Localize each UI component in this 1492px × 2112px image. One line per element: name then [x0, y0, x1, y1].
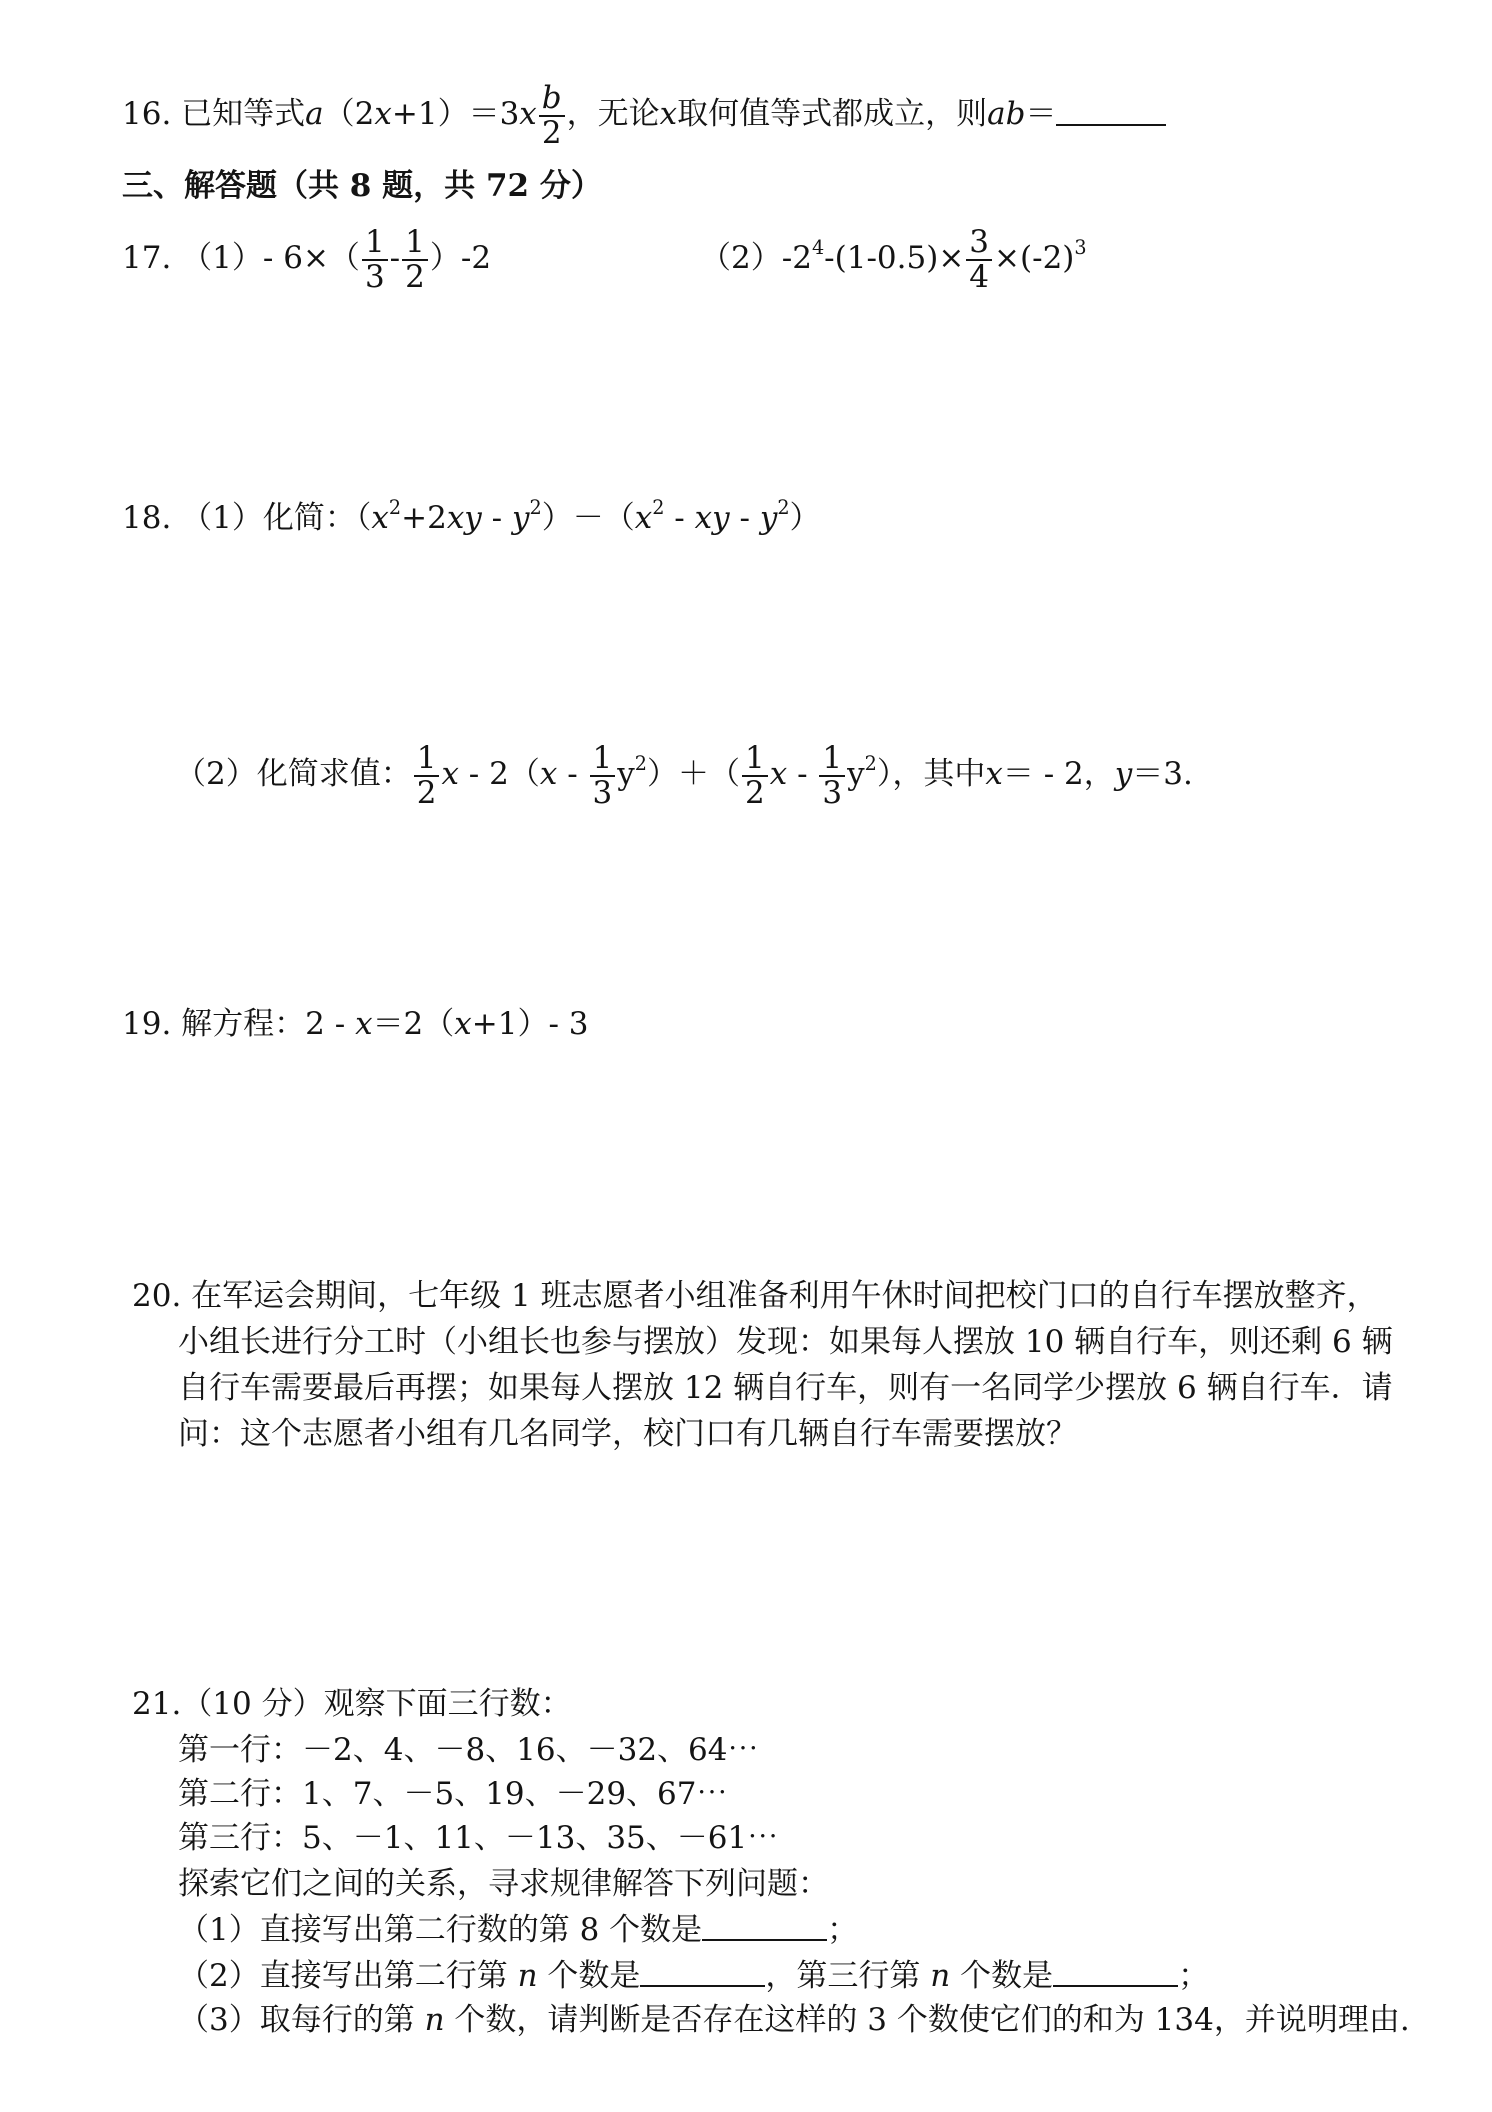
sequence-row-2: 第二行：1、7、－5、19、－29、67⋯	[178, 1776, 728, 1812]
answer-blank[interactable]	[1056, 94, 1166, 125]
fraction: $\frac{1}{3}$	[819, 742, 845, 809]
question-16: 16. 已知等式a（2x+1）＝3x $\frac{b}{2}$ ，无论x取何值等式都成立，则ab＝	[122, 82, 1166, 149]
sequence-row-3: 第三行：5、－1、11、－13、35、－61⋯	[178, 1820, 779, 1856]
answer-blank[interactable]	[640, 1956, 765, 1987]
question-18-part-2: （2）化简求值： $\frac{1}{2}$ x - 2（x - $\frac{1}{3}$ $y^2)+$（ $\frac{1}{2}$ x - $\frac{1}{3}$ $y^2$），其中x＝ - 2，y＝3.	[175, 740, 1193, 811]
question-19: 19. 解方程：2 - x＝2（x+1）- 3	[122, 1006, 589, 1042]
question-20-line-3: 自行车需要最后再摆；如果每人摆放 12 辆自行车，则有一名同学少摆放 6 辆自行车．请	[178, 1370, 1393, 1406]
subquestion-1: （1）直接写出第二行数的第 8 个数是 ；	[178, 1911, 859, 1948]
question-number: 17.	[122, 240, 172, 277]
question-number: 18.	[122, 500, 172, 536]
subquestion-3: （3）取每行的第 n 个数，请判断是否存在这样的 3 个数使它们的和为 134，并说明理由.	[178, 2002, 1410, 2038]
question-number: 21.	[132, 1686, 182, 1722]
fraction: $\frac{3}{4}$	[966, 226, 992, 293]
section-heading: 三、解答题（共 8 题，共 72 分）	[122, 168, 602, 204]
answer-blank[interactable]	[1053, 1956, 1178, 1987]
question-number: 20.	[132, 1278, 182, 1314]
question-18-part-1: 18. （1）化简：$(x^2+2xy - y^2)-(x^2$ - xy - $y^2$）	[122, 496, 821, 536]
question-20-line-4: 问：这个志愿者小组有几名同学，校门口有几辆自行车需要摆放？	[178, 1416, 1077, 1452]
explore-instruction: 探索它们之间的关系，寻求规律解答下列问题：	[178, 1866, 829, 1902]
fraction: $\frac{1}{2}$	[414, 742, 440, 809]
fraction: $\frac{1}{3}$	[590, 742, 616, 809]
question-21-intro: 21.（10 分）观察下面三行数：	[132, 1686, 572, 1722]
fraction: $\frac{1}{2}$	[402, 226, 428, 293]
answer-blank[interactable]	[702, 1910, 827, 1941]
question-20-line-1: 20. 在军运会期间，七年级 1 班志愿者小组准备利用午休时间把校门口的自行车摆放整齐，	[132, 1278, 1378, 1314]
question-number: 16.	[122, 96, 172, 133]
question-17-part-2: $(2)-2^4-(1-0.5)\times$ $\frac{3}{4}$ $\times(-2)^3$	[700, 224, 1087, 295]
question-number: 19.	[122, 1006, 172, 1042]
question-17-part-1: 17. （1）- 6×（ $\frac{1}{3}$ - $\frac{1}{2}$ ）-2	[122, 224, 492, 295]
fraction: $\frac{b}{2}$	[539, 82, 565, 149]
subquestion-2: （2）直接写出第二行第 n 个数是 ，第三行第 n 个数是 ；	[178, 1957, 1210, 1994]
sequence-row-1: 第一行：－2、4、－8、16、－32、64⋯	[178, 1732, 759, 1768]
fraction: $\frac{1}{3}$	[362, 226, 388, 293]
question-20-line-2: 小组长进行分工时（小组长也参与摆放）发现：如果每人摆放 10 辆自行车，则还剩 6 辆	[178, 1324, 1393, 1360]
fraction: $\frac{1}{2}$	[742, 742, 768, 809]
